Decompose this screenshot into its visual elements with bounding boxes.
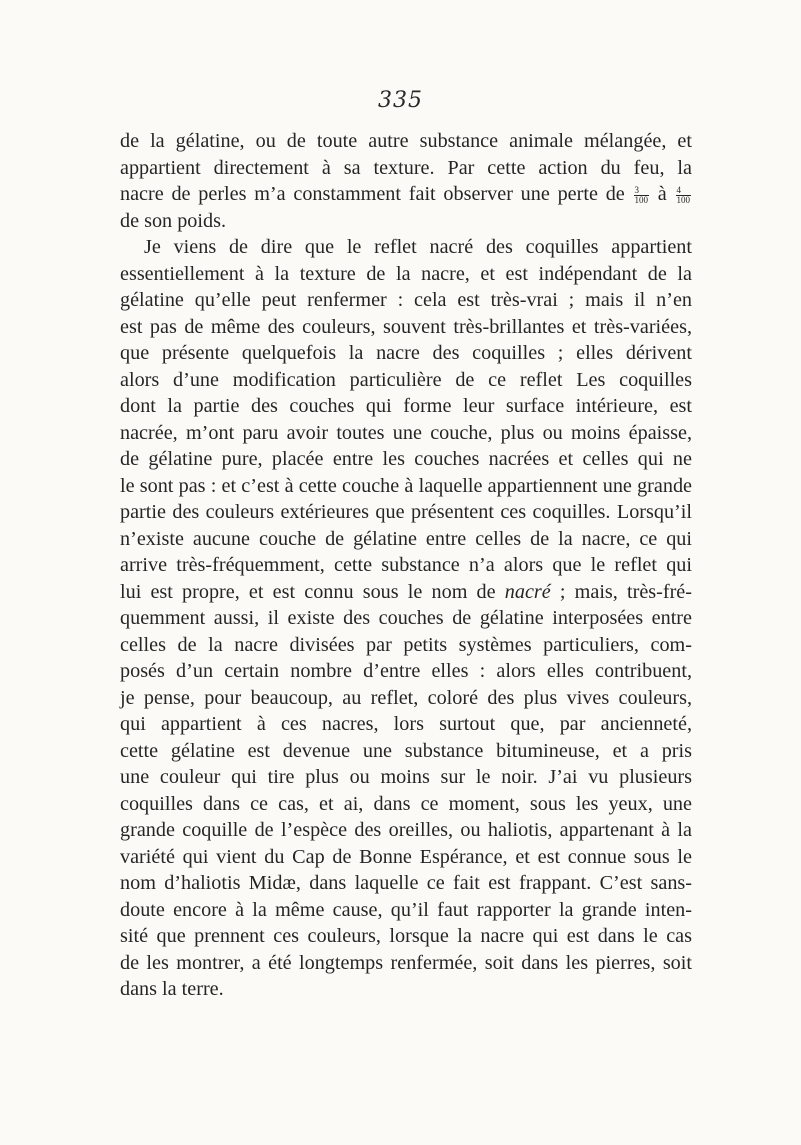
text-line: variété qui vient du Cap de Bonne Espérance, et est connue sous le [120, 845, 692, 868]
text-line: n’existe aucune couche de gélatine entre celles de la nacre, ce qui [120, 527, 692, 550]
fraction-denominator: 100 [634, 194, 649, 205]
text-line: une couleur qui tire plus ou moins sur le noir. J’ai vu plusieurs [120, 766, 692, 788]
text-line: appartient directement à sa texture. Par cette action du feu, la [120, 156, 692, 179]
body-text [120, 128, 692, 1003]
fraction-denominator: 100 [676, 194, 691, 205]
text-line: gélatine qu’elle peut renfermer : cela est très-vrai ; mais il n’en [120, 289, 692, 311]
text-line: celles de la nacre divisées par petits systèmes particuliers, com- [120, 633, 692, 656]
text-line: de son poids. [120, 209, 226, 232]
fraction-numerator: 3 [634, 186, 650, 196]
text-line: posés d’un certain nombre d’entre elles : alors elles contribuent, [120, 660, 692, 682]
text-line-with-fractions [120, 181, 692, 208]
text-line: est pas de même des couleurs, souvent très-brillantes et très-variées, [120, 315, 692, 338]
text-line: lui est propre, et est connu sous le nom de nacré ; mais, très-fré- [120, 580, 692, 603]
text-line: alors d’une modification particulière de ce reflet Les coquilles [120, 368, 692, 391]
fraction-line-middle: à [657, 183, 667, 205]
text-line: quemment aussi, il existe des couches de gélatine interposées entre [120, 607, 692, 629]
fraction-line-lead: nacre de perles m’a constamment fait observer une perte de [120, 183, 625, 205]
text-line: cette gélatine est devenue une substance bitumineuse, et a pris [120, 739, 692, 762]
fraction-numerator: 4 [676, 186, 692, 196]
text-line: nacrée, m’ont paru avoir toutes une couche, plus ou moins épaisse, [120, 421, 692, 444]
text-line: de les montrer, a été longtemps renfermée, soit dans les pierres, soit [120, 951, 692, 974]
text-line: partie des couleurs extérieures que présentent ces coquilles. Lorsqu’il [120, 501, 692, 523]
text-line: dans la terre. [120, 978, 224, 1000]
fraction-three-hundredths [634, 186, 650, 205]
text-line: essentiellement à la texture de la nacre, et est indépendant de la [120, 262, 692, 285]
italic-term: nacré [504, 580, 551, 603]
text-line: coquilles dans ce cas, et ai, dans ce moment, sous les yeux, une [120, 792, 692, 815]
text-line: qui appartient à ces nacres, lors surtout que, par ancienneté, [120, 713, 692, 735]
text-line: de gélatine pure, placée entre les couches nacrées et celles qui ne [120, 448, 692, 470]
text-line: grande coquille de l’espèce des oreilles, ou haliotis, appartenant à la [120, 819, 692, 841]
fraction-four-hundredths [676, 186, 692, 205]
text-line: de la gélatine, ou de toute autre substance animale mélangée, et [120, 130, 692, 152]
text-line: doute encore à la même cause, qu’il faut rapporter la grande inten- [120, 898, 692, 921]
text-line: nom d’haliotis Midæ, dans laquelle ce fait est frappant. C’est sans- [120, 872, 692, 894]
text-line: je pense, pour beaucoup, au reflet, coloré des plus vives couleurs, [120, 686, 692, 709]
text-line: que présente quelquefois la nacre des coquilles ; elles dérivent [120, 342, 692, 364]
paragraph-first-line: Je viens de dire que le reflet nacré des coquilles appartient [144, 236, 692, 258]
page-number: 335 [378, 88, 423, 113]
text-line: arrive très-fréquemment, cette substance n’a alors que le reflet qui [120, 554, 692, 576]
text-line: le sont pas : et c’est à cette couche à laquelle appartiennent une grande [120, 474, 692, 497]
text-line: sité que prennent ces couleurs, lorsque la nacre qui est dans le cas [120, 925, 692, 947]
text-line: dont la partie des couches qui forme leur surface intérieure, est [120, 395, 692, 417]
